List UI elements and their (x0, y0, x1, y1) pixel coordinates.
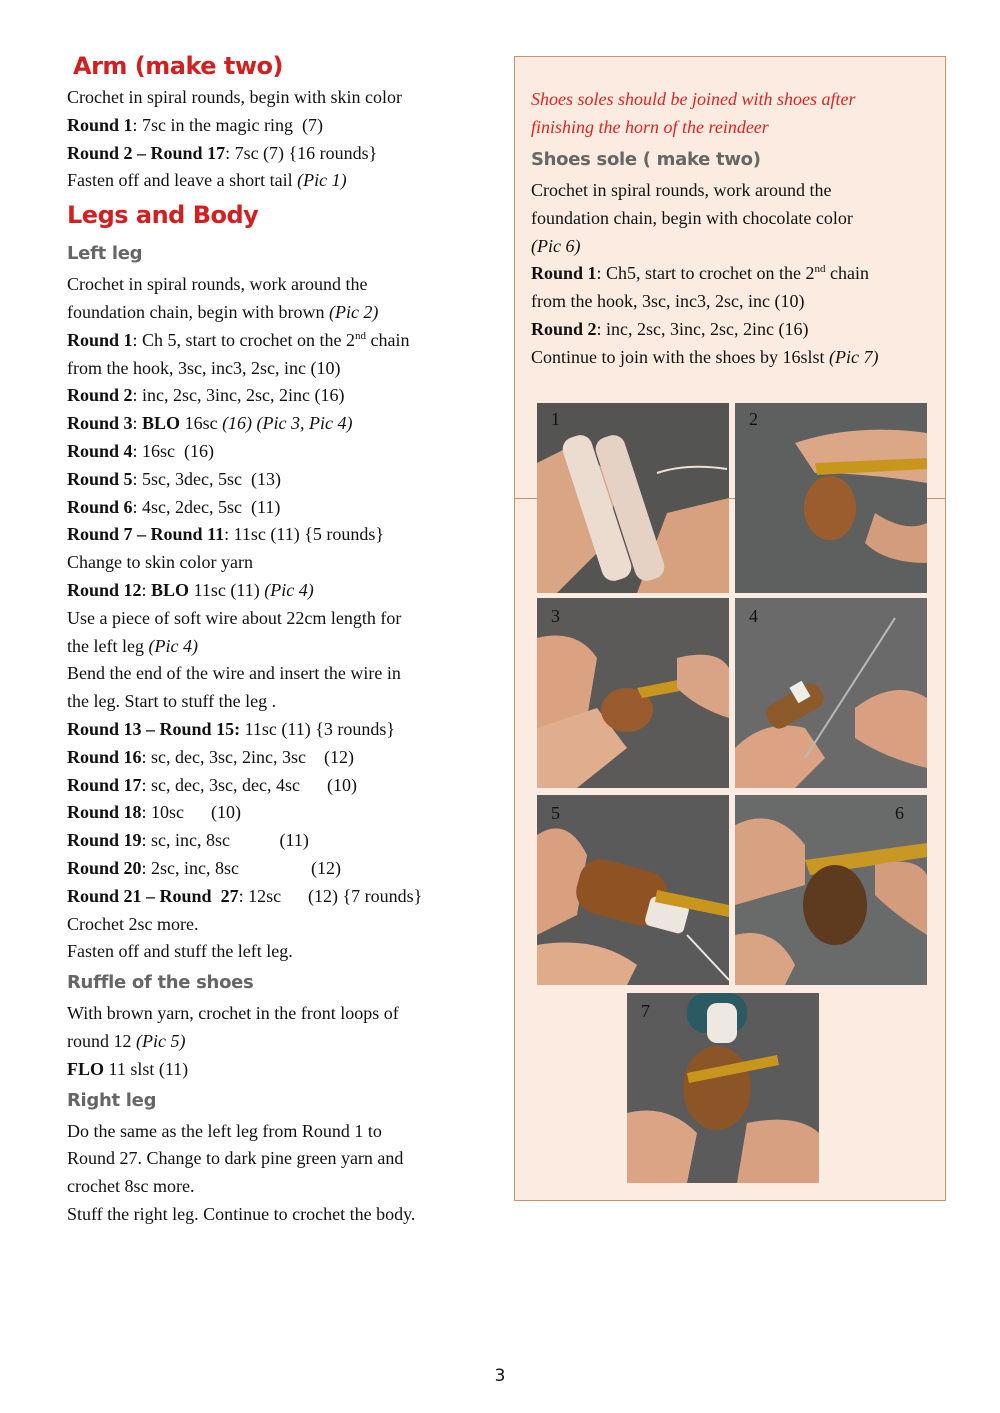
instruction-line (67, 355, 497, 383)
text-segment: (Pic 5) (136, 1030, 186, 1051)
text-segment: Round 2 (67, 385, 133, 406)
photo-2-label: 2 (749, 409, 758, 429)
text-segment: Round 27. Change to dark pine green yarn and (67, 1148, 404, 1169)
text-segment: Round 2 – Round 17 (67, 142, 226, 163)
sole-note-line-2: finishing the horn of the reindeer (531, 117, 769, 137)
text-segment: Do the same as the left leg from Round 1 to (67, 1120, 382, 1141)
instruction-line (531, 344, 931, 372)
text-segment: : 2sc, inc, 8sc (12) (141, 857, 341, 878)
brown-shoe-start-photo (537, 598, 729, 788)
shoes-sole-instructions (531, 177, 931, 372)
text-segment: Fasten off and leave a short tail (67, 170, 298, 191)
ruffle-heading: Ruffle of the shoes (67, 972, 254, 994)
text-segment: crochet 8sc more. (67, 1176, 195, 1197)
text-segment: Round 7 – Round 11 (67, 524, 225, 545)
instruction-line (67, 327, 497, 355)
instruction-line (531, 260, 931, 288)
text-segment: Continue to join with the shoes by 16slst (531, 346, 830, 367)
chocolate-sole-photo (735, 795, 927, 985)
photo-5-label: 5 (551, 803, 560, 823)
arm-heading: Arm (make two) (73, 52, 283, 80)
instruction-line (67, 167, 497, 195)
text-segment: Round 6 (67, 496, 133, 517)
text-segment: (Pic 6) (531, 235, 581, 256)
left-column (67, 48, 497, 1229)
instruction-line (67, 299, 497, 327)
instruction-line (67, 438, 497, 466)
instruction-line (67, 549, 497, 577)
instruction-line (67, 140, 497, 168)
text-segment: chain (825, 263, 869, 284)
instruction-line (67, 855, 497, 883)
right-leg-instructions (67, 1118, 497, 1229)
left-leg-instructions (67, 271, 497, 966)
instruction-line (67, 382, 497, 410)
instruction-line (67, 772, 497, 800)
instruction-line (67, 633, 497, 661)
superscript: nd (354, 329, 366, 342)
instruction-line (67, 577, 497, 605)
text-segment: Round 19 (67, 830, 142, 851)
text-segment: Round 4 (67, 440, 133, 461)
instruction-line (67, 1056, 497, 1084)
text-segment: (Pic 4) (148, 635, 198, 656)
instruction-line (67, 521, 497, 549)
instruction-line (67, 827, 497, 855)
superscript: nd (814, 263, 826, 276)
instruction-line (67, 688, 497, 716)
text-segment: : sc, dec, 3sc, dec, 4sc (10) (141, 774, 357, 795)
instruction-line (67, 605, 497, 633)
text-segment: Round 21 – Round 27 (67, 885, 239, 906)
text-segment: the leg. Start to stuff the leg . (67, 691, 277, 712)
cream-crochet-arms-photo (537, 403, 729, 593)
text-segment: : 4sc, 2dec, 5sc (11) (132, 496, 281, 517)
text-segment: 11sc (11) {3 rounds} (240, 718, 395, 739)
text-segment: : (132, 413, 143, 434)
instruction-line (67, 1118, 497, 1146)
text-segment: foundation chain, begin with brown (67, 301, 329, 322)
text-segment: : 16sc (16) (132, 440, 215, 461)
text-segment: Crochet in spiral rounds, work around the (67, 274, 368, 295)
instruction-line (531, 316, 931, 344)
instruction-line (67, 112, 497, 140)
text-segment: 11sc (11) (189, 579, 265, 600)
text-segment: With brown yarn, crochet in the front loops of (67, 1003, 399, 1024)
left-leg-heading: Left leg (67, 243, 143, 265)
instruction-line (67, 1145, 497, 1173)
join-sole-photo (627, 993, 819, 1183)
text-segment: Round 3 (67, 413, 133, 434)
instruction-line (67, 911, 497, 939)
arm-instructions (67, 84, 497, 195)
text-segment: (Pic 7) (829, 346, 879, 367)
text-segment: (Pic 2) (328, 301, 379, 322)
text-segment: : 7sc in the magic ring (7) (132, 114, 323, 135)
instruction-line (67, 716, 497, 744)
instruction-line (531, 233, 931, 261)
text-segment: foundation chain, begin with chocolate color (531, 207, 853, 228)
text-segment: Round 5 (67, 468, 133, 489)
brown-oval-sole-photo (735, 403, 927, 593)
text-segment: Round 20 (67, 857, 142, 878)
photo-7-label: 7 (641, 1001, 650, 1021)
photo-grid (514, 409, 946, 1201)
text-segment: round 12 (67, 1030, 136, 1051)
text-segment: from the hook, 3sc, inc3, 2sc, inc (10) (67, 357, 341, 378)
text-segment: Round 1 (531, 263, 597, 284)
text-segment: (16) (Pic 3, Pic 4) (222, 413, 353, 434)
text-segment: Round 18 (67, 802, 142, 823)
instruction-line (67, 1000, 497, 1028)
text-segment: BLO (151, 579, 190, 600)
photo-1-label: 1 (551, 409, 560, 429)
text-segment: : 11sc (11) {5 rounds} (224, 524, 385, 545)
shoes-sole-heading: Shoes sole ( make two) (531, 149, 761, 170)
text-segment: Round 12 (67, 579, 142, 600)
text-segment: chain (365, 329, 410, 350)
instruction-line (67, 938, 497, 966)
instruction-line (67, 1173, 497, 1201)
text-segment: : Ch5, start to crochet on the 2 (596, 263, 815, 284)
text-segment: (Pic 1) (297, 170, 347, 191)
text-segment: FLO (67, 1058, 105, 1079)
text-segment: : inc, 2sc, 3inc, 2sc, 2inc (16) (132, 385, 345, 406)
text-segment: 16sc (180, 413, 223, 434)
instruction-line (67, 84, 497, 112)
photo-3-label: 3 (551, 606, 560, 626)
photo-4-label: 4 (749, 606, 758, 626)
text-segment: Stuff the right leg. Continue to crochet the body. (67, 1203, 416, 1224)
instruction-line (67, 271, 497, 299)
text-segment: : (141, 579, 152, 600)
instruction-line (67, 883, 497, 911)
text-segment: : 10sc (10) (141, 802, 242, 823)
instruction-line (531, 288, 931, 316)
text-segment: Change to skin color yarn (67, 552, 253, 573)
text-segment: Crochet in spiral rounds, work around the (531, 180, 832, 200)
sole-note-line-1: Shoes soles should be joined with shoes after (531, 89, 856, 109)
text-segment: : inc, 2sc, 3inc, 2sc, 2inc (16) (596, 318, 809, 339)
text-segment: : sc, dec, 3sc, 2inc, 3sc (12) (141, 746, 354, 767)
text-segment: Round 13 – Round 15: (67, 718, 241, 739)
text-segment: : Ch 5, start to crochet on the 2 (132, 329, 355, 350)
instruction-line (67, 799, 497, 827)
text-segment: Crochet 2sc more. (67, 913, 199, 934)
text-segment: 11 slst (11) (104, 1058, 189, 1079)
text-segment: Round 17 (67, 774, 142, 795)
text-segment: Use a piece of soft wire about 22cm length for (67, 607, 402, 628)
instruction-line (67, 1028, 497, 1056)
instruction-line (67, 494, 497, 522)
legs-body-heading: Legs and Body (67, 201, 259, 230)
text-segment: (Pic 4) (264, 579, 314, 600)
right-leg-heading: Right leg (67, 1089, 157, 1111)
instruction-line (67, 1201, 497, 1229)
text-segment: from the hook, 3sc, inc3, 2sc, inc (10) (531, 291, 805, 312)
instruction-line (67, 660, 497, 688)
text-segment: Crochet in spiral rounds, begin with skin color (67, 87, 402, 107)
text-segment: Round 1 (67, 329, 133, 350)
text-segment: : 12sc (12) {7 rounds} (238, 885, 423, 906)
text-segment: Fasten off and stuff the left leg. (67, 941, 293, 962)
instruction-line (531, 177, 931, 205)
text-segment: : sc, inc, 8sc (11) (141, 830, 309, 851)
text-segment: the left leg (67, 635, 149, 656)
text-segment: Bend the end of the wire and insert the wire in (67, 663, 401, 684)
text-segment: : 5sc, 3dec, 5sc (13) (132, 468, 281, 489)
wire-insert-leg-photo (735, 598, 927, 788)
page-number: 3 (494, 1366, 506, 1386)
shoe-ruffle-photo (537, 795, 729, 985)
text-segment: Round 2 (531, 318, 597, 339)
instruction-line (67, 744, 497, 772)
text-segment: BLO (142, 413, 181, 434)
instruction-line (531, 205, 931, 233)
instruction-line (67, 466, 497, 494)
ruffle-instructions (67, 1000, 497, 1083)
photo-6-label: 6 (895, 803, 904, 823)
text-segment: Round 16 (67, 746, 142, 767)
text-segment: Round 1 (67, 114, 133, 135)
instruction-line (67, 410, 497, 438)
text-segment: : 7sc (7) {16 rounds} (225, 142, 378, 163)
